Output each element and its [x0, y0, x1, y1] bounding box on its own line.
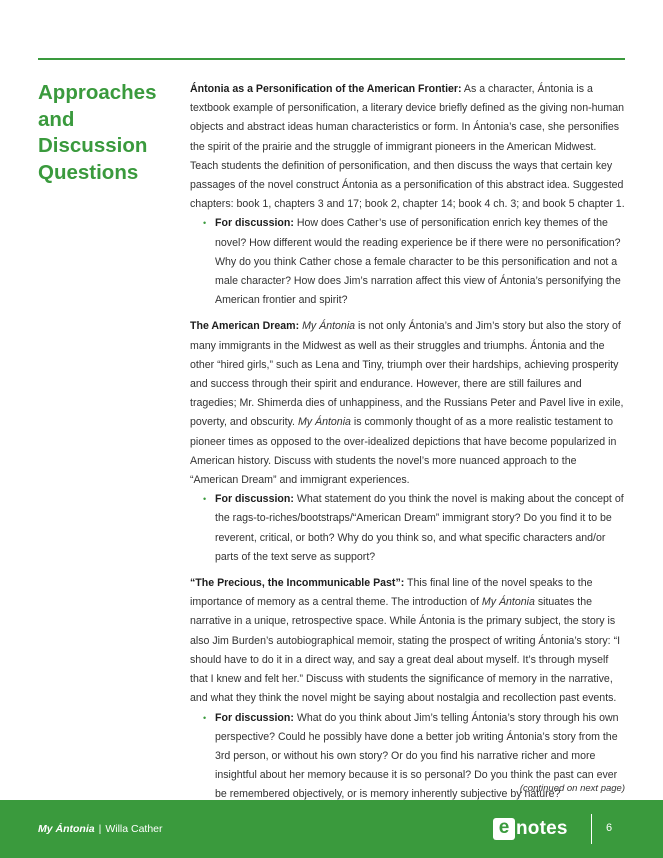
- bullet-icon: •: [203, 218, 207, 229]
- section-body: situates the narrative in a unique, retrospective space. While Ántonia is the primary subject, the story is also Jim Burden’s autobiographical memoir, stating the prospect of writing Ántonia’s story: “I should have to do it in a direct way, and say a great deal about myself. It’s through myself that I knew and felt her.” Discuss with students the significance of memory in the narrative, and what they think the novel might be saying about nostalgia and recollection past events.: [190, 596, 621, 705]
- footer-separator: |: [98, 823, 102, 835]
- bullet-text: How does Cather’s use of personification enrich key themes of the novel? How different would the reading experience be if there were no personification? Why do you think Cather chose a female character to be this personification and not a male character? How does Jim’s narration affect this view of Ántonia’s personifying the American frontier and spirit?: [215, 217, 621, 307]
- section-body: As a character, Ántonia is a textbook example of personification, a literary device briefly defined as the giving non-human objects and abstract ideas human characteristics or form. In Ántonia’s case, she personifies the spirit of the prairie and the struggle of immigrant pioneers in the American Midwest. Teach students the definition of personification, and then discuss the ways that certain key passages of the novel construct Ántonia as a personification of this abstract idea. Suggested chapters: book 1, chapters 3 and 17; book 2, chapter 14; book 4 ch. 3; and book 5 chapter 1.: [190, 83, 625, 211]
- continued-note: (continued on next page): [519, 783, 625, 794]
- discussion-bullet: [190, 214, 625, 310]
- bullet-lead: For discussion:: [215, 711, 294, 724]
- bullet-icon: •: [203, 494, 207, 505]
- footer-book-info: [38, 823, 163, 835]
- section-body: This final line of the novel speaks to the importance of memory as a central theme. The introduction of: [190, 577, 593, 609]
- enotes-logo-icon: e: [493, 818, 515, 840]
- main-content: [190, 80, 625, 812]
- top-divider: [38, 58, 625, 60]
- bullet-lead: For discussion:: [215, 217, 294, 230]
- footer-book-title: My Ántonia: [38, 823, 95, 835]
- section-heading: The American Dream:: [190, 320, 300, 333]
- section-heading: “The Precious, the Incommunicable Past”:: [190, 577, 405, 590]
- bullet-lead: For discussion:: [215, 493, 294, 506]
- enotes-logo-text: notes: [516, 818, 568, 839]
- sidebar-title-line: Discussion: [38, 134, 148, 157]
- bullet-text: What do you think about Jim’s telling Ántonia’s story through his own perspective? Could he possibly have done a better job writing Ántonia’s story from the 3rd person, or without his own story? Or do you find his narrative richer and more insightful about her memory because it is so personal? Do you think the past can ever be remembered objectively, or is memory inherently subjective by nature?: [215, 711, 619, 801]
- section-body: is commonly thought of as a more realistic testament to pioneer times as opposed to the over-idealized depictions that have become popularized in American history. Discuss with students the novel’s more nuanced approach to the “American Dream” and immigrant experiences.: [190, 416, 617, 487]
- footer-divider: [591, 814, 592, 844]
- page-number: 6: [606, 822, 613, 834]
- section-personification: [190, 80, 625, 310]
- bullet-icon: •: [203, 712, 207, 723]
- section-incommunicable-past: [190, 574, 625, 804]
- enotes-logo: [493, 816, 568, 842]
- sidebar-title: [38, 80, 178, 186]
- discussion-bullet: [190, 490, 625, 567]
- footer-bar: [0, 800, 663, 858]
- section-american-dream: [190, 317, 625, 567]
- bullet-text: What statement do you think the novel is making about the concept of the rags-to-riches/bootstraps/“American Dream” immigrant story? Do you find it to be reverent, critical, or both? Why do you think so, and what specific characters and/or parts of the text serve as support?: [215, 493, 624, 563]
- section-heading: Ántonia as a Personification of the American Frontier:: [190, 83, 462, 95]
- section-body: is not only Ántonia’s and Jim’s story but also the story of many immigrants in the Midwest as well as their struggles and triumphs. Ántonia and the other “hired girls,” such as Lena and Tiny, triumph over their hardships, achieving prosperity and success through their spirit and endurance. However, there are still failures and tragedies; Mr. Shimerda dies of unhappiness, and the Russians Peter and Pavel live in exile, poverty, and obscurity.: [190, 320, 624, 429]
- sidebar-title-line: Approaches: [38, 81, 157, 104]
- section-paragraph: [190, 317, 625, 490]
- sidebar-title-line: and: [38, 107, 75, 131]
- section-paragraph: [190, 574, 625, 708]
- sidebar-title-line: Questions: [38, 160, 139, 184]
- footer-author: Willa Cather: [105, 823, 163, 835]
- book-title-italic: My Ántonia: [302, 320, 356, 333]
- book-title-italic: My Ántonia: [481, 596, 535, 609]
- section-paragraph: [190, 80, 625, 214]
- book-title-italic: My Ántonia: [297, 416, 351, 429]
